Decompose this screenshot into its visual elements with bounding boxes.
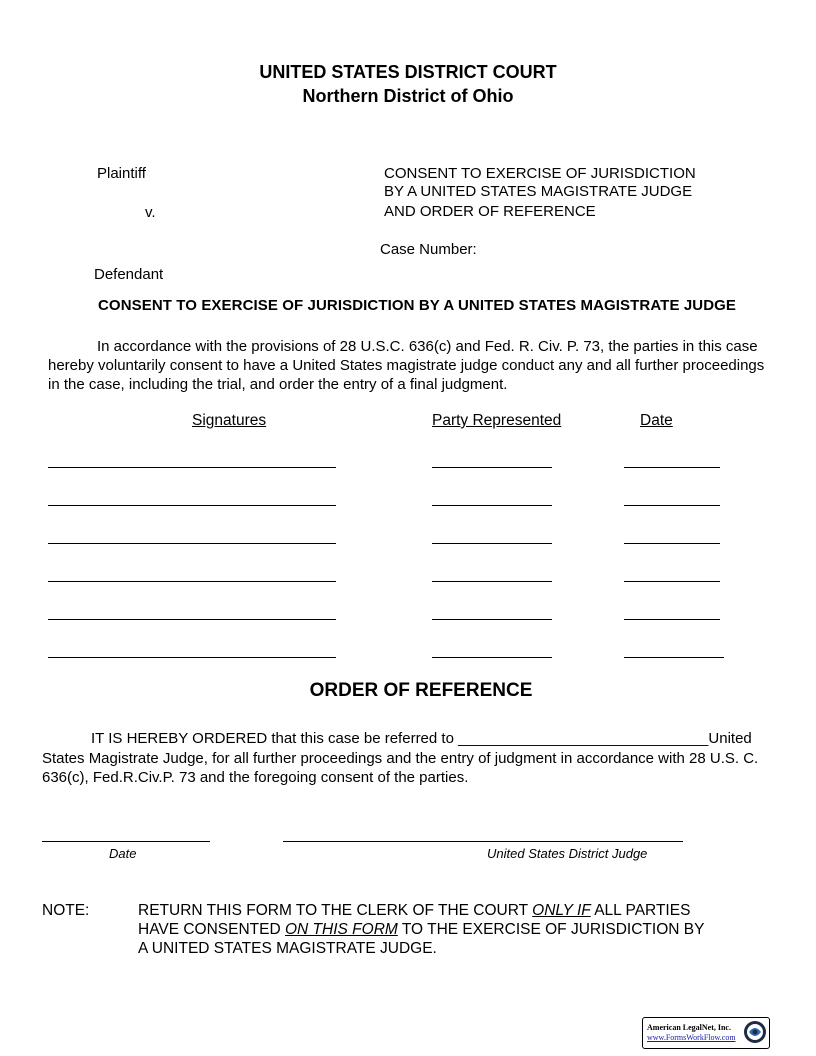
note-line1 [138,901,690,920]
consent-paragraph-line3: in the case, including the trial, and order the entry of a final judgment. [48,376,508,393]
american-legalnet-logo[interactable] [642,1017,770,1049]
party-represented-column-header: Party Represented [432,412,562,429]
note-label: NOTE: [42,902,90,919]
judge-label: United States District Judge [487,846,648,861]
order-line1-prefix: IT IS HEREBY ORDERED that this case be referred to [91,730,454,747]
date-line[interactable] [624,619,720,620]
versus-label: v. [145,204,156,221]
party-represented-line[interactable] [432,619,552,620]
caption-title-line1: CONSENT TO EXERCISE OF JURISDICTION [384,165,696,182]
court-name: UNITED STATES DISTRICT COURT [259,62,557,82]
note-line1-text-a: RETURN THIS FORM TO THE CLERK OF THE COURT [138,902,533,919]
case-number-label: Case Number: [380,241,477,258]
consent-paragraph-line2: hereby voluntarily consent to have a United States magistrate judge conduct any and all further proceedings [48,357,765,374]
caption-title-line2: BY A UNITED STATES MAGISTRATE JUDGE [384,183,693,200]
note-line2 [138,920,704,939]
plaintiff-label: Plaintiff [97,165,146,182]
party-represented-line[interactable] [432,505,552,506]
signature-line[interactable] [48,581,336,582]
signature-line[interactable] [48,543,336,544]
order-date-line[interactable] [42,841,210,842]
note-only-if: ONLY IF [532,902,591,919]
party-represented-line[interactable] [432,543,552,544]
signature-line[interactable] [48,505,336,506]
date-line[interactable] [624,543,720,544]
signature-line[interactable] [48,467,336,468]
caption-title-line3: AND ORDER OF REFERENCE [384,203,596,220]
note-line3: A UNITED STATES MAGISTRATE JUDGE. [138,940,437,957]
consent-paragraph-line1: In accordance with the provisions of 28 U.S.C. 636(c) and Fed. R. Civ. P. 73, the parties in this case [97,338,758,355]
note-line1-text-b: ALL PARTIES [590,902,691,919]
signature-line[interactable] [48,657,336,658]
magistrate-judge-blank[interactable]: ______________________________ [458,730,709,747]
logo-url-link[interactable]: www.FormsWorkFlow.com [647,1033,736,1042]
party-represented-line[interactable] [432,581,552,582]
date-column-header: Date [640,412,673,429]
date-line[interactable] [624,657,724,658]
date-line[interactable] [624,467,720,468]
order-date-label: Date [109,846,137,861]
district-name: Northern District of Ohio [302,86,514,106]
date-line[interactable] [624,505,720,506]
note-on-this-form: ON THIS FORM [285,921,398,938]
party-represented-line[interactable] [432,657,552,658]
order-heading: ORDER OF REFERENCE [309,680,533,701]
logo-company-name: American LegalNet, Inc. [647,1023,731,1032]
note-line2-text-a: HAVE CONSENTED [138,921,285,938]
judge-signature-line[interactable] [283,841,683,842]
order-line1 [91,729,752,748]
order-line1-suffix: United [708,730,752,747]
globe-seal-icon [743,1020,767,1044]
date-line[interactable] [624,581,720,582]
consent-heading: CONSENT TO EXERCISE OF JURISDICTION BY A UNITED STATES MAGISTRATE JUDGE [98,297,736,314]
party-represented-line[interactable] [432,467,552,468]
defendant-label: Defendant [94,266,164,283]
order-line3: 636(c), Fed.R.Civ.P. 73 and the foregoing consent of the parties. [42,769,469,786]
note-line2-text-b: TO THE EXERCISE OF JURISDICTION BY [397,921,705,938]
signatures-column-header: Signatures [192,412,267,429]
signature-line[interactable] [48,619,336,620]
order-line2: States Magistrate Judge, for all further proceedings and the entry of judgment in accordance with 28 U.S. C. [42,750,759,767]
